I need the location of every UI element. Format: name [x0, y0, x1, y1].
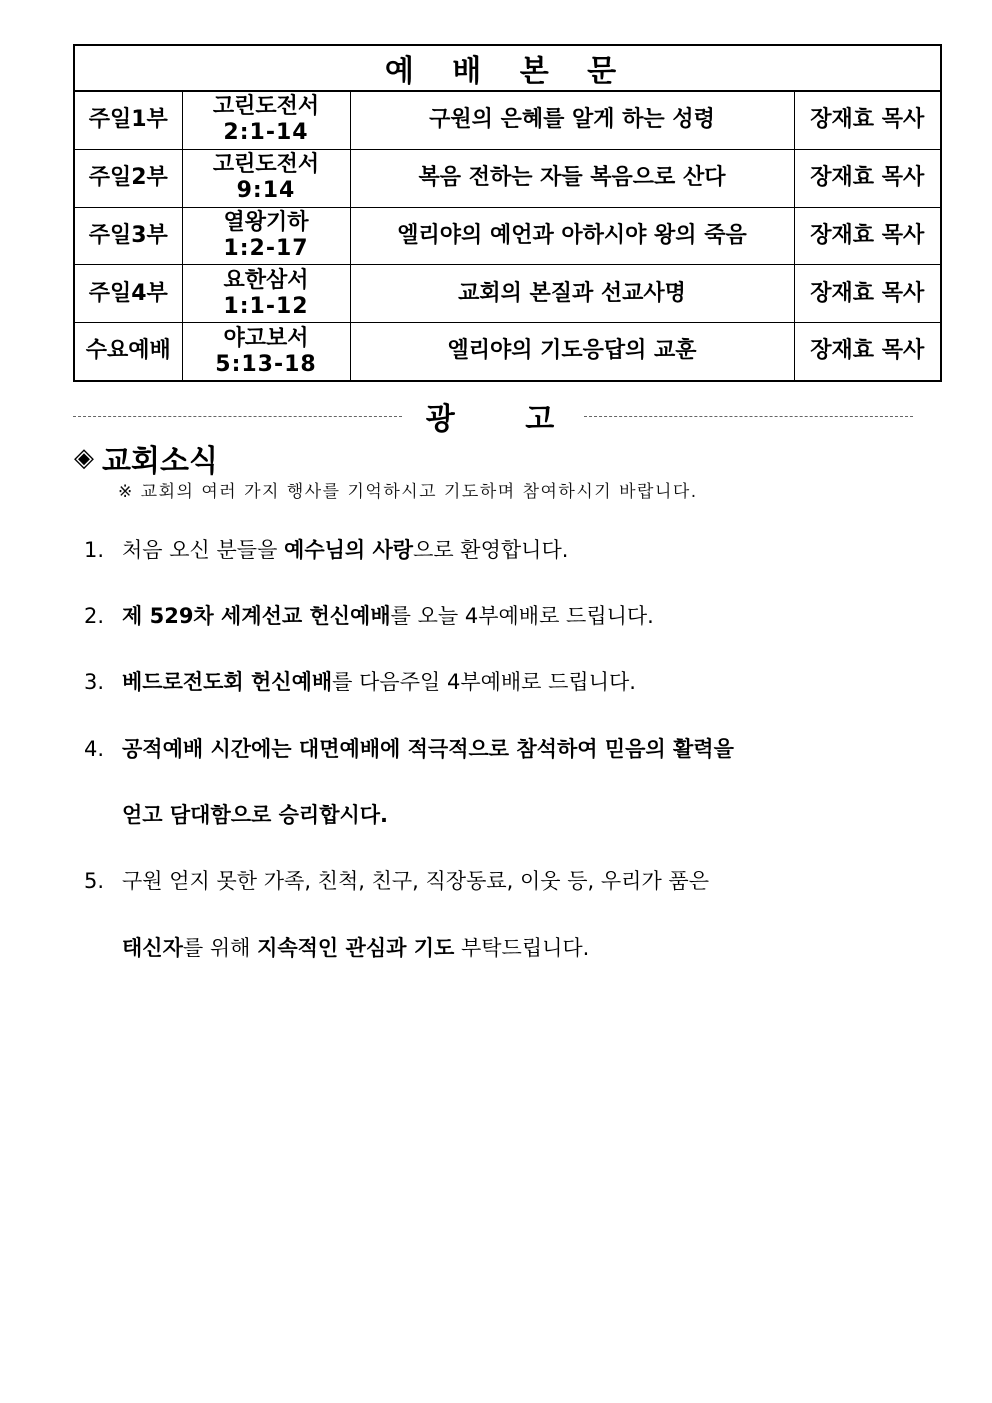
service-name: 주일2부 — [74, 149, 182, 207]
ad-title: 광 고 — [425, 402, 585, 437]
service-name: 주일3부 — [74, 207, 182, 265]
table-row — [74, 323, 941, 381]
scripture-book: 고린도전서 — [212, 94, 320, 120]
item-text: 부탁드립니다. — [454, 936, 590, 960]
divider — [73, 416, 402, 417]
ad-header — [73, 396, 913, 436]
item-emphasis: 지속적인 관심과 기도 — [257, 936, 455, 960]
scripture-ref — [182, 323, 350, 381]
scripture-verse: 1:2-17 — [223, 235, 309, 261]
table-title: 예 배 본 문 — [74, 45, 941, 91]
table-row — [74, 265, 941, 323]
list-item — [84, 865, 709, 895]
list-item — [84, 733, 734, 763]
sermon-title: 복음 전하는 자들 복음으로 산다 — [350, 149, 794, 207]
news-title: 교회소식 — [102, 444, 218, 479]
item-emphasis: 베드로전도회 헌신예배 — [122, 670, 333, 694]
scripture-verse: 2:1-14 — [223, 120, 309, 146]
scripture-book: 열왕기하 — [223, 209, 309, 235]
item-text: 를 위해 — [182, 936, 258, 960]
preacher: 장재효 목사 — [794, 207, 941, 265]
service-name: 수요예배 — [74, 323, 182, 381]
list-item — [84, 534, 568, 564]
sermon-title: 엘리야의 예언과 아하시야 왕의 죽음 — [350, 207, 794, 265]
item-emphasis: 공적예배 시간에는 대면예배에 적극적으로 참석하여 믿음의 활력을 — [122, 737, 734, 761]
preacher: 장재효 목사 — [794, 149, 941, 207]
scripture-ref — [182, 91, 350, 149]
preacher: 장재효 목사 — [794, 265, 941, 323]
scripture-book: 고린도전서 — [212, 152, 320, 178]
item-number: 3. — [84, 670, 105, 694]
sermon-title: 엘리야의 기도응답의 교훈 — [350, 323, 794, 381]
item-number: 1. — [84, 538, 105, 562]
item-emphasis: 태신자 — [122, 936, 183, 960]
item-emphasis: 제 529차 세계선교 헌신예배 — [122, 604, 391, 628]
item-number: 2. — [84, 604, 105, 628]
table-row — [74, 149, 941, 207]
scripture-ref — [182, 207, 350, 265]
scripture-ref — [182, 265, 350, 323]
item-emphasis: 예수님의 사랑 — [284, 538, 414, 562]
table-row — [74, 91, 941, 149]
item-number: 4. — [84, 737, 105, 761]
sermon-title: 구원의 은혜를 알게 하는 성령 — [350, 91, 794, 149]
scripture-ref — [182, 149, 350, 207]
item-number: 5. — [84, 869, 105, 893]
item-text: 를 오늘 4부예배로 드립니다. — [390, 604, 654, 628]
item-text: 를 다음주일 4부예배로 드립니다. — [332, 670, 636, 694]
divider — [584, 416, 913, 417]
scripture-verse: 1:1-12 — [223, 293, 309, 319]
item-continuation: 얻고 담대함으로 승리합시다. — [122, 803, 389, 827]
preacher: 장재효 목사 — [794, 91, 941, 149]
scripture-book: 요한삼서 — [223, 267, 309, 293]
item-text: 처음 오신 분들을 — [122, 538, 285, 562]
list-item — [84, 600, 654, 630]
item-continuation — [122, 932, 589, 962]
news-notice: ※ 교회의 여러 가지 행사를 기억하시고 기도하며 참여하시기 바랍니다. — [118, 482, 698, 502]
diamond-icon: ◈ — [74, 443, 94, 473]
service-name: 주일1부 — [74, 91, 182, 149]
sermon-title: 교회의 본질과 선교사명 — [350, 265, 794, 323]
sermon-table — [73, 44, 942, 382]
service-name: 주일4부 — [74, 265, 182, 323]
scripture-book: 야고보서 — [223, 325, 309, 351]
news-heading — [74, 436, 218, 480]
preacher: 장재효 목사 — [794, 323, 941, 381]
list-item — [84, 666, 636, 696]
item-text: 구원 얻지 못한 가족, 친척, 친구, 직장동료, 이웃 등, 우리가 품은 — [122, 869, 709, 893]
item-text: 으로 환영합니다. — [413, 538, 569, 562]
scripture-verse: 5:13-18 — [215, 351, 317, 377]
table-row — [74, 207, 941, 265]
scripture-verse: 9:14 — [236, 178, 296, 204]
